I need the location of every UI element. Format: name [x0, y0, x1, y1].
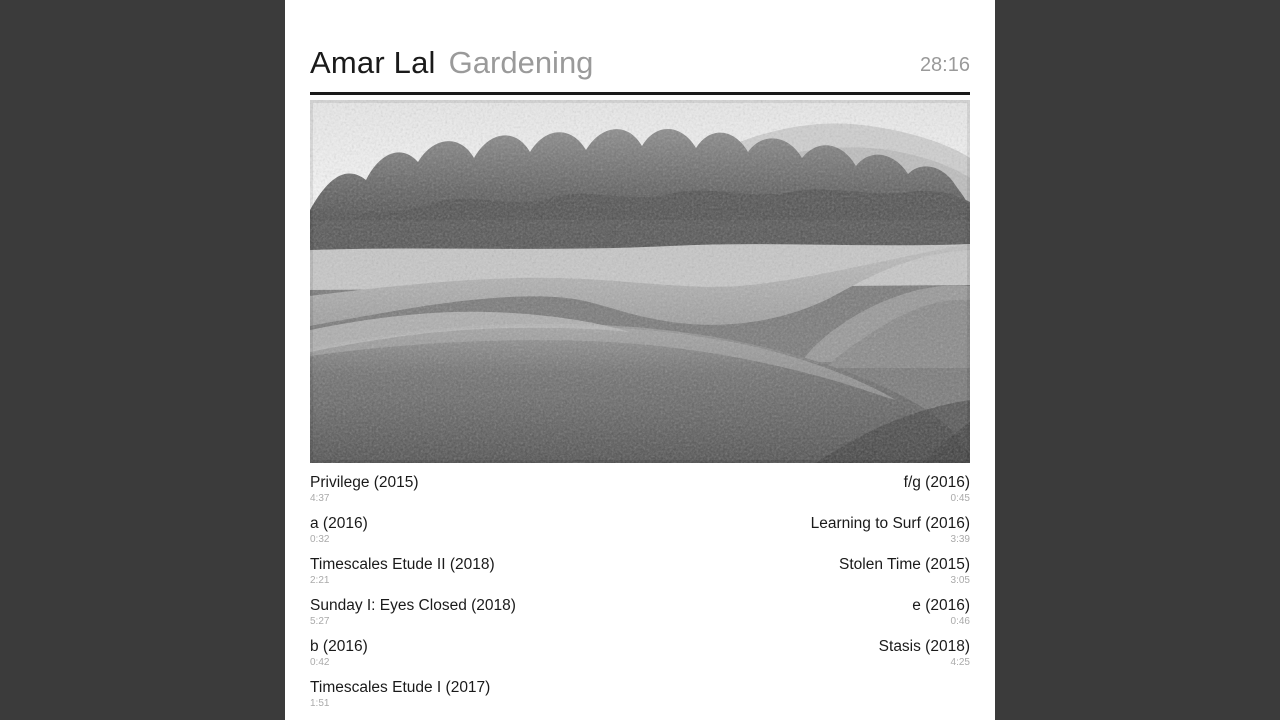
- album-title: Gardening: [448, 45, 594, 80]
- list-item: [310, 678, 630, 710]
- track-time: 2:21: [310, 575, 330, 586]
- track-time: 4:25: [950, 657, 970, 668]
- track-title: Timescales Etude I (2017): [310, 679, 491, 696]
- album-page: [285, 0, 995, 720]
- track-time: 0:46: [950, 616, 970, 627]
- track-time: 4:37: [310, 493, 330, 504]
- album-cover-image: [310, 100, 970, 463]
- track-title: Stasis (2018): [878, 638, 970, 655]
- track-title: f/g (2016): [903, 474, 970, 491]
- list-item: [310, 514, 630, 546]
- track-time: 3:39: [950, 534, 970, 545]
- album-header: [310, 45, 970, 90]
- list-item: [650, 514, 970, 546]
- track-time: 0:32: [310, 534, 330, 545]
- list-item: [310, 596, 630, 628]
- list-item: [650, 637, 970, 669]
- track-time: 3:05: [950, 575, 970, 586]
- track-time: 0:45: [950, 493, 970, 504]
- album-duration: 28:16: [919, 54, 970, 76]
- track-title: Stolen Time (2015): [839, 556, 970, 573]
- artist-name: Amar Lal: [310, 45, 436, 80]
- track-time: 0:42: [310, 657, 330, 668]
- cover-artwork: [310, 100, 970, 463]
- list-item: [650, 473, 970, 505]
- list-item: [310, 637, 630, 669]
- track-listing: [310, 473, 970, 719]
- list-item: [310, 473, 630, 505]
- track-title: Sunday I: Eyes Closed (2018): [310, 597, 516, 614]
- track-time: 5:27: [310, 616, 330, 627]
- track-time: 1:51: [310, 698, 330, 709]
- track-title: Learning to Surf (2016): [810, 515, 970, 532]
- track-column-right: [650, 473, 970, 719]
- track-title: Timescales Etude II (2018): [310, 556, 495, 573]
- track-title: a (2016): [310, 515, 368, 532]
- track-title: Privilege (2015): [310, 474, 419, 491]
- track-column-left: [310, 473, 630, 719]
- track-title: e (2016): [912, 597, 970, 614]
- track-title: b (2016): [310, 638, 368, 655]
- header-divider: [310, 92, 970, 95]
- list-item: [310, 555, 630, 587]
- list-item: [650, 555, 970, 587]
- list-item: [650, 596, 970, 628]
